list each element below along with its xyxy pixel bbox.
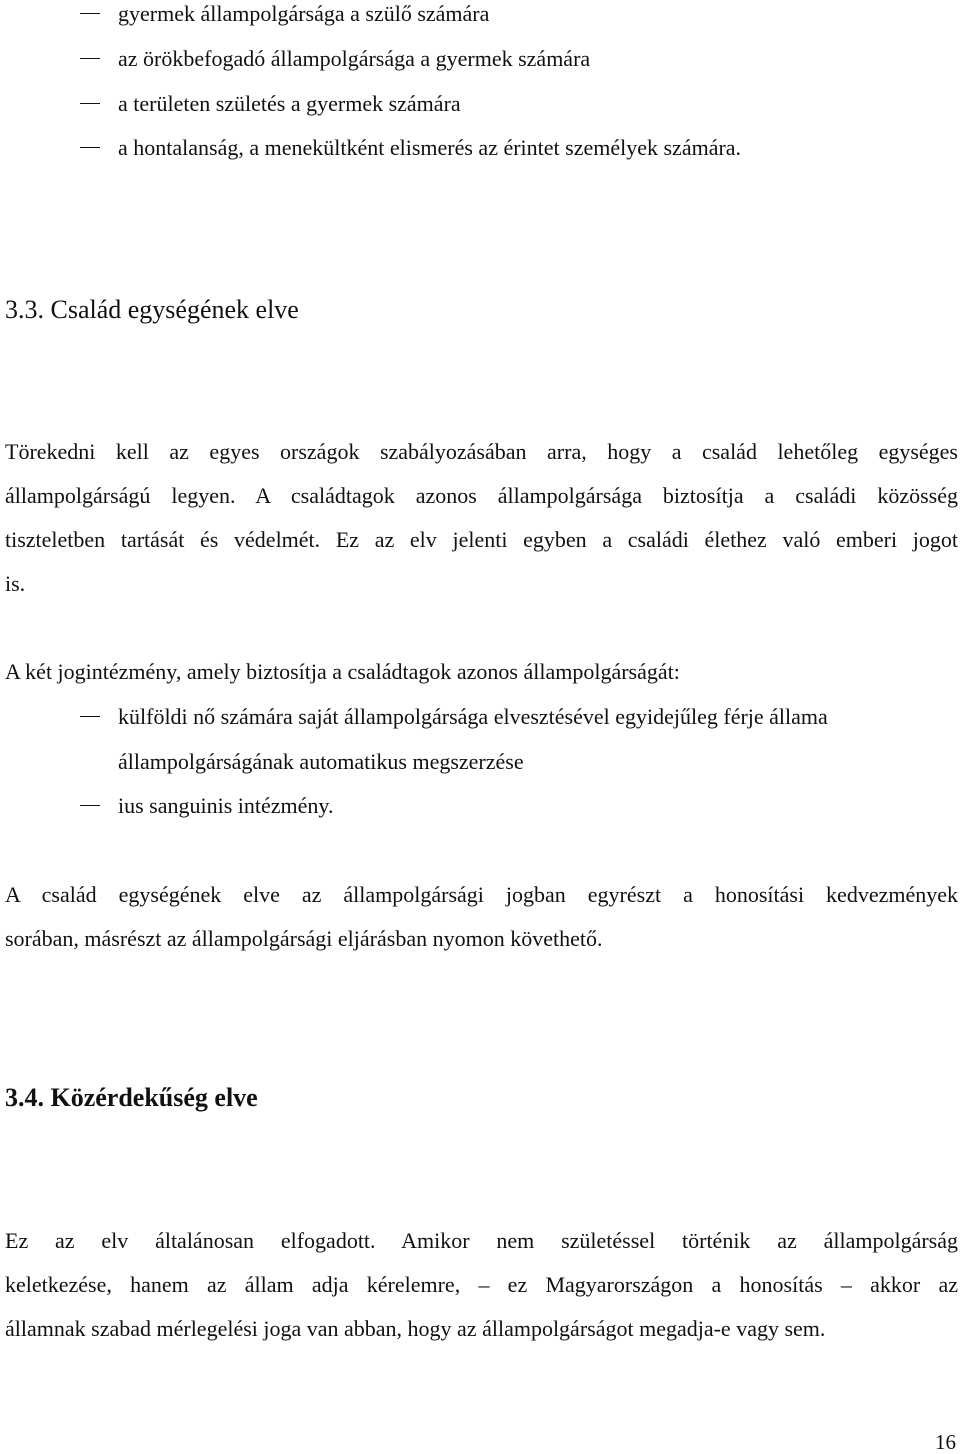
- list-item: ius sanguinis intézmény.: [80, 792, 958, 820]
- section-number: 3.3.: [5, 295, 44, 324]
- dash-bullet-icon: [80, 716, 100, 717]
- paragraph-line: államnak szabad mérlegelési joga van abban, hogy az állampolgárságot megadja-e vagy sem.: [5, 1316, 826, 1341]
- list-item: külföldi nő számára saját állampolgársága elvesztésével egyidejűleg férje állama: [80, 703, 958, 731]
- page-number: 16: [935, 1430, 956, 1454]
- section-heading-3-4: [5, 1082, 258, 1114]
- section-title: Közérdekűség elve: [50, 1083, 258, 1112]
- paragraph-line: keletkezése, hanem az állam adja kérelemre, – ez Magyarországon a honosítás – akkor az: [5, 1272, 958, 1297]
- paragraph-intro: A két jogintézmény, amely biztosítja a családtagok azonos állampolgárságát:: [5, 659, 680, 684]
- paragraph-line: Ez az elv általánosan elfogadott. Amikor nem születéssel történik az állampolgárság: [5, 1228, 958, 1253]
- dash-bullet-icon: [80, 103, 100, 104]
- dash-bullet-icon: [80, 58, 100, 59]
- list-item: az örökbefogadó állampolgársága a gyermek számára: [80, 45, 958, 73]
- dash-bullet-icon: [80, 147, 100, 148]
- list-item: a területen születés a gyermek számára: [80, 90, 958, 118]
- paragraph-line: is.: [5, 571, 26, 596]
- list-item-continuation: állampolgárságának automatikus megszerzése: [118, 749, 524, 774]
- paragraph-line: A család egységének elve az állampolgársági jogban egyrészt a honosítási kedvezmények: [5, 882, 958, 907]
- section-number: 3.4.: [5, 1083, 44, 1112]
- paragraph-line: állampolgárságú legyen. A családtagok azonos állampolgársága biztosítja a családi közösség: [5, 483, 958, 508]
- list-item: gyermek állampolgársága a szülő számára: [80, 0, 958, 28]
- section-heading-3-3: [5, 294, 299, 326]
- dash-bullet-icon: [80, 13, 100, 14]
- paragraph-line: tiszteletben tartását és védelmét. Ez az elv jelenti egyben a családi élethez való emberi jogot: [5, 527, 958, 552]
- paragraph-line: sorában, másrészt az állampolgársági eljárásban nyomon követhető.: [5, 926, 603, 951]
- dash-bullet-icon: [80, 805, 100, 806]
- paragraph-line: Törekedni kell az egyes országok szabályozásában arra, hogy a család lehetőleg egységes: [5, 439, 958, 464]
- list-item: a hontalanság, a menekültként elismerés az érintet személyek számára.: [80, 134, 958, 162]
- section-title: Család egységének elve: [50, 295, 299, 324]
